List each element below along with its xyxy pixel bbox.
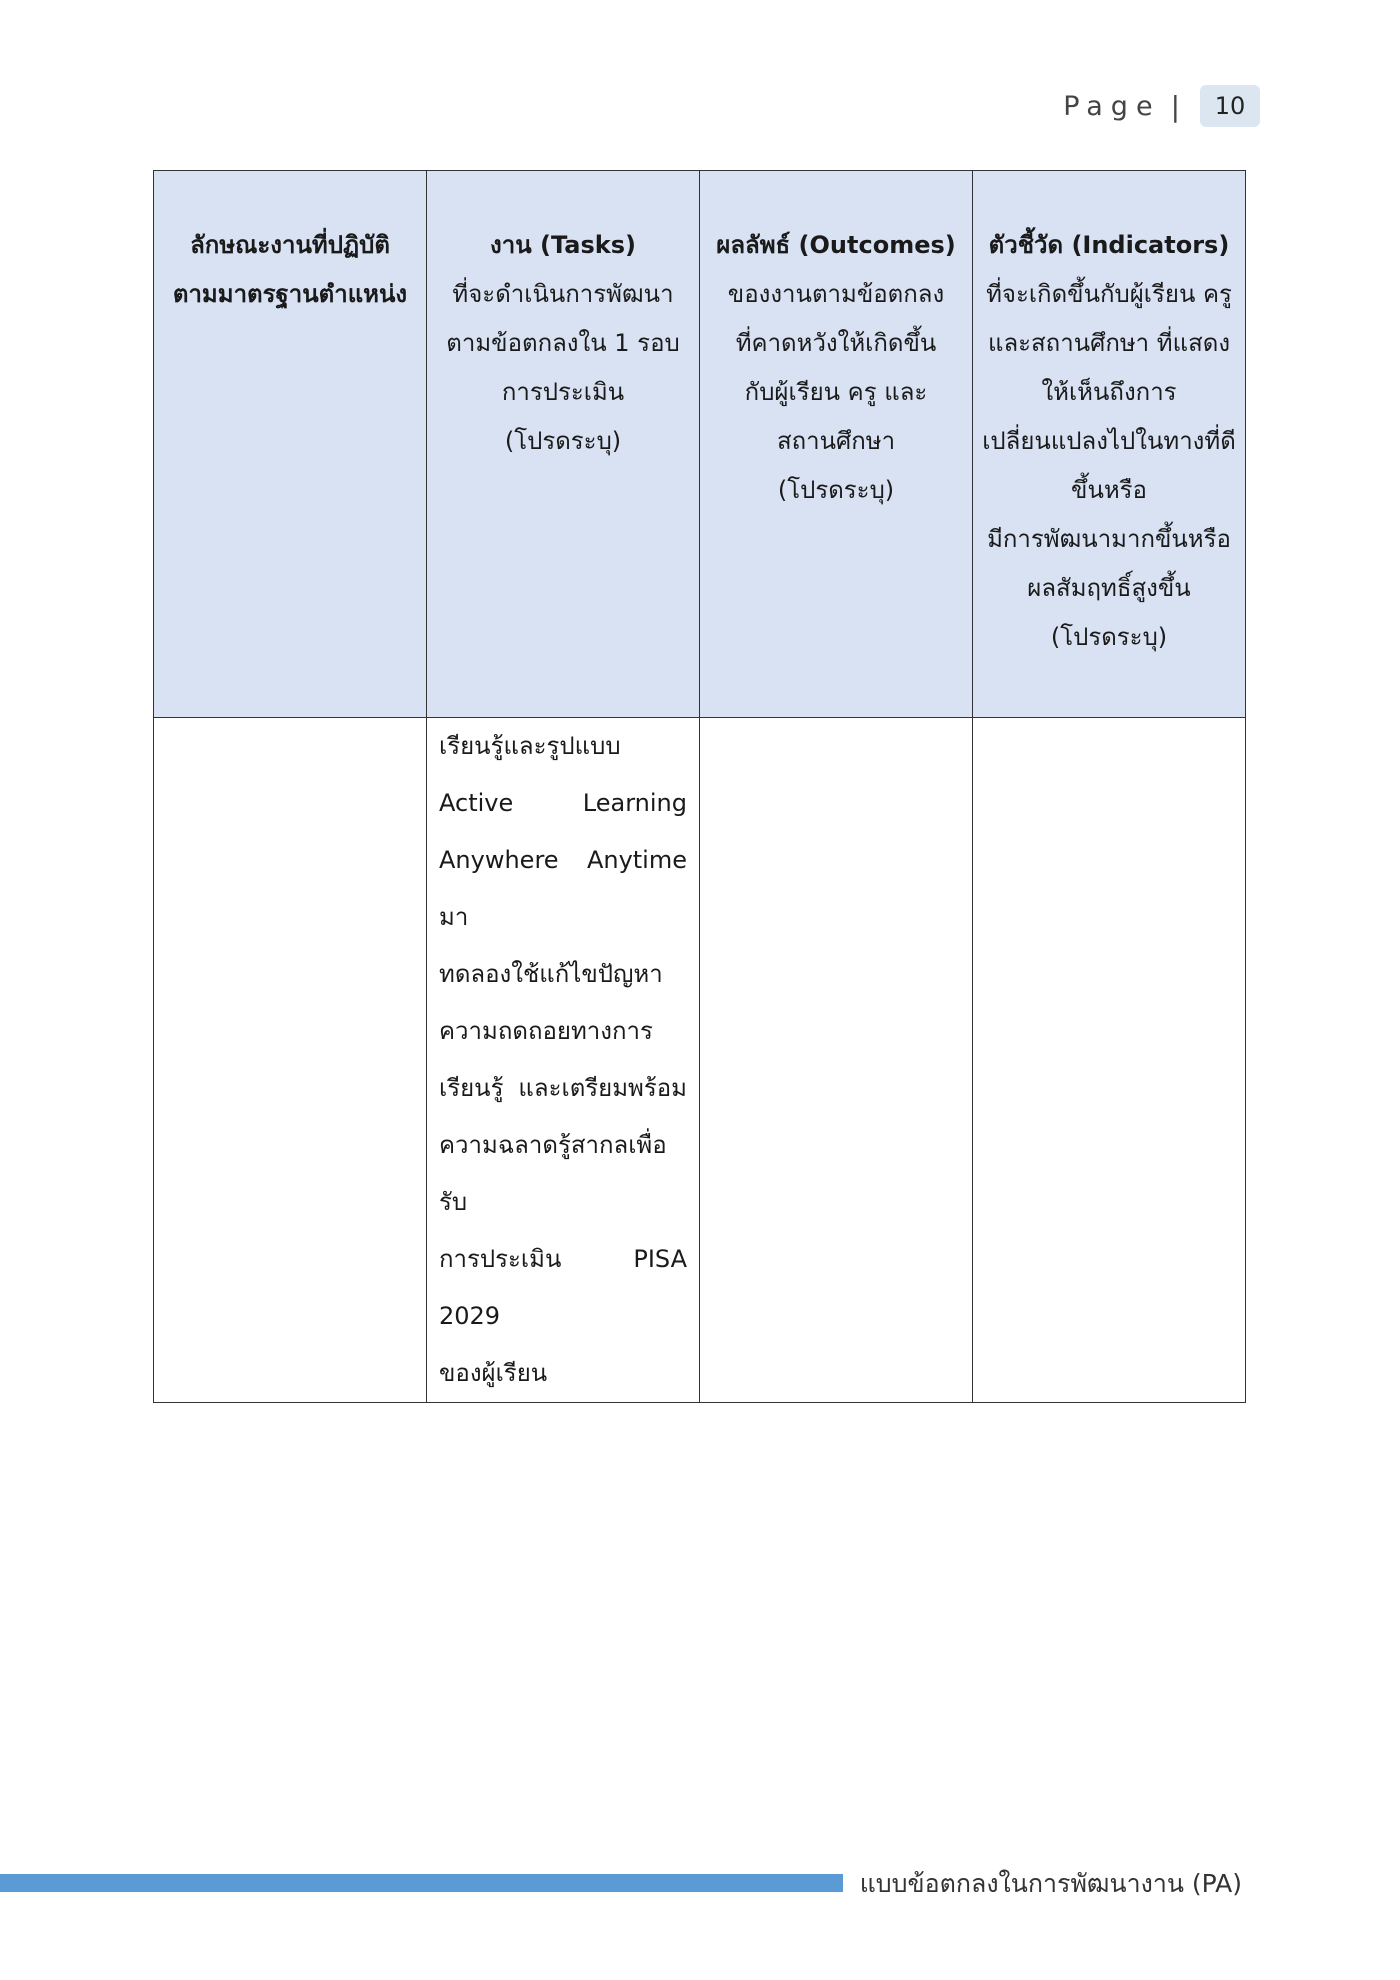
task-line: ทดลองใช้แก้ไขปัญหา <box>439 960 663 988</box>
task-line: เรียนรู้ และเตรียมพร้อม <box>439 1074 687 1102</box>
header-sub-line: (โปรดระบุ) <box>504 427 622 455</box>
header-tasks-column <box>427 171 700 718</box>
header-sub-line: และสถานศึกษา ที่แสดง <box>987 329 1231 357</box>
header-title-line: ตามมาตรฐานตำแหน่ง <box>172 280 408 308</box>
table-header-row <box>154 171 1246 718</box>
header-sub-line: ที่จะเกิดขึ้นกับผู้เรียน ครู <box>986 280 1232 308</box>
header-sub-line: มีการพัฒนามากขึ้นหรือ <box>987 525 1231 553</box>
task-line: ความถดถอยทางการ <box>439 1017 653 1045</box>
header-sub-line: ผลสัมฤทธิ์สูงขึ้น <box>1027 574 1191 602</box>
header-sub-line: ที่จะดำเนินการพัฒนา <box>452 280 674 308</box>
standard-cell <box>154 718 427 1403</box>
pa-agreement-table <box>153 170 1246 1403</box>
task-line: Anywhere Anytime มา <box>439 846 687 931</box>
header-sub-line: สถานศึกษา <box>776 427 896 455</box>
header-outcomes-column <box>700 171 973 718</box>
header-sub-line: กับผู้เรียน ครู และ <box>744 378 928 406</box>
page-header <box>1063 84 1260 128</box>
outcome-cell <box>700 718 973 1403</box>
header-sub-line: (โปรดระบุ) <box>1050 623 1168 651</box>
table-row <box>154 718 1246 1403</box>
task-line: การประเมิน PISA 2029 <box>439 1245 687 1330</box>
header-title-line: ลักษณะงานที่ปฏิบัติ <box>190 231 390 259</box>
header-sub-line: (โปรดระบุ) <box>777 476 895 504</box>
header-sub-line: ให้เห็นถึงการ <box>1041 378 1177 406</box>
page-number-badge: 10 <box>1200 85 1260 127</box>
page-separator: | <box>1170 89 1180 123</box>
header-sub-line: การประเมิน <box>501 378 625 406</box>
indicator-cell <box>973 718 1246 1403</box>
header-title-line: งาน (Tasks) <box>490 231 636 259</box>
header-standard-column <box>154 171 427 718</box>
task-cell <box>427 718 700 1403</box>
page-label: Page <box>1063 90 1161 122</box>
header-sub-line: ของงานตามข้อตกลง <box>727 280 945 308</box>
footer-accent-bar <box>0 1874 843 1892</box>
header-sub-line: ที่คาดหวังให้เกิดขึ้น <box>735 329 937 357</box>
header-sub-line: ตามข้อตกลงใน 1 รอบ <box>446 329 680 357</box>
task-line: ความฉลาดรู้สากลเพื่อรับ <box>439 1131 667 1216</box>
task-line: ของผู้เรียน <box>439 1359 548 1387</box>
header-title-line: ผลลัพธ์ (Outcomes) <box>716 231 956 259</box>
task-line: Active Learning <box>439 789 687 817</box>
header-sub-line: ขึ้นหรือ <box>1071 476 1147 504</box>
footer-title: แบบข้อตกลงในการพัฒนางาน (PA) <box>859 1869 1242 1898</box>
header-sub-line: เปลี่ยนแปลงไปในทางที่ดี <box>982 427 1236 455</box>
header-title-line: ตัวชี้วัด (Indicators) <box>988 231 1230 259</box>
header-indicators-column <box>973 171 1246 718</box>
task-line: เรียนรู้และรูปแบบ <box>439 732 621 760</box>
